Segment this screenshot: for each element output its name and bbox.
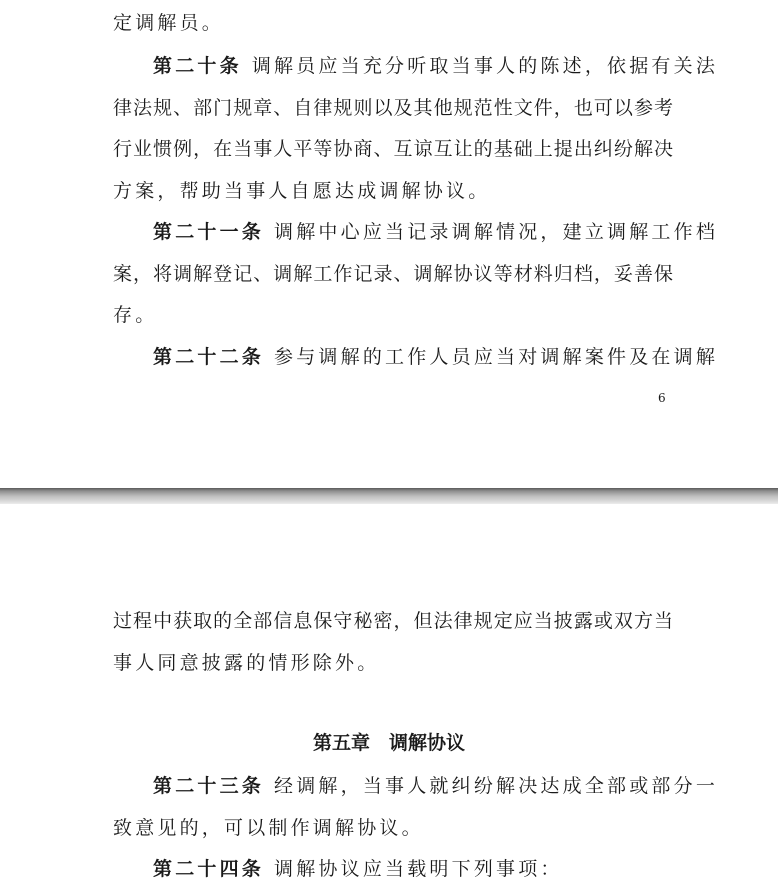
text-line: 定调解员。 [113, 12, 225, 34]
article-24-heading-line [153, 854, 665, 884]
article-text: 经调解，当事人就纠纷解决达成全部或部分一 [274, 775, 719, 797]
text-line: 致意见的，可以制作调解协议。 [113, 817, 424, 839]
chapter-title: 第五章 调解协议 [312, 732, 465, 754]
text-line: 存。 [113, 304, 158, 326]
article-text: 参与调解的工作人员应当对调解案件及在调解 [274, 346, 719, 368]
article-number: 第二十四条 [153, 858, 265, 880]
document-page-7 [0, 504, 778, 885]
article-number: 第二十二条 [153, 346, 265, 368]
text-line: 方案，帮助当事人自愿达成调解协议。 [113, 180, 491, 202]
article-21-heading-line [153, 217, 719, 247]
article-text: 调解协议应当载明下列事项： [274, 858, 563, 880]
article-20-heading-line [153, 51, 719, 81]
text-line: 案，将调解登记、调解工作记录、调解协议等材料归档，妥善保 [113, 263, 673, 285]
article-number: 第二十条 [153, 55, 242, 77]
text-line: 事人同意披露的情形除外。 [113, 652, 380, 674]
article-number: 第二十三条 [153, 775, 265, 797]
text-line: 律法规、部门规章、自律规则以及其他规范性文件，也可以参考 [113, 97, 673, 119]
article-text: 调解员应当充分听取当事人的陈述，依据有关法 [251, 55, 719, 77]
page-number: 6 [658, 391, 666, 405]
article-23-heading-line [153, 771, 719, 801]
text-line: 过程中获取的全部信息保守秘密，但法律规定应当披露或双方当 [113, 610, 673, 632]
article-number: 第二十一条 [153, 221, 265, 243]
page-separator [0, 488, 778, 504]
text-line: 行业惯例，在当事人平等协商、互谅互让的基础上提出纠纷解决 [113, 138, 673, 160]
article-text: 调解中心应当记录调解情况，建立调解工作档 [274, 221, 719, 243]
article-22-heading-line [153, 342, 719, 372]
